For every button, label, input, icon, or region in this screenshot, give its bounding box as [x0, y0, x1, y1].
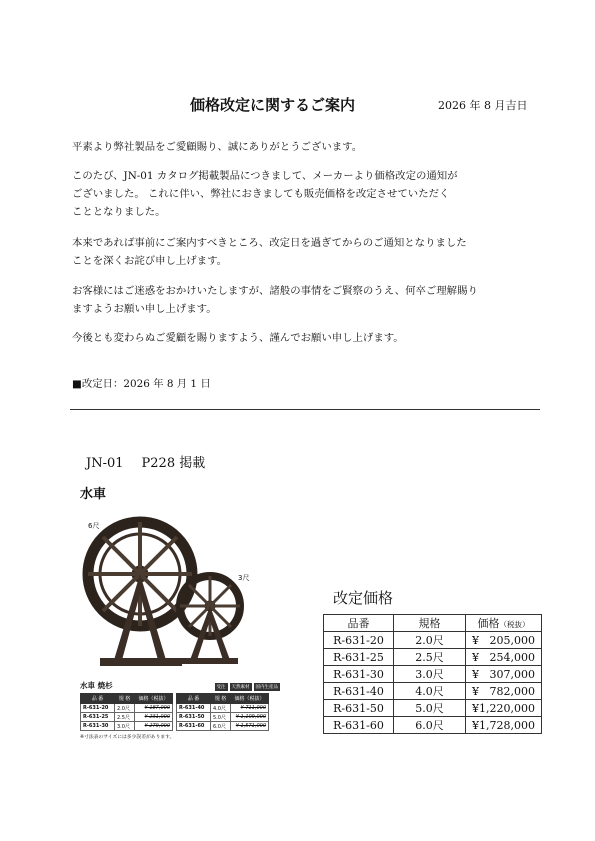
- price-value: 1,728,000: [479, 718, 535, 732]
- price-value: 307,000: [489, 667, 535, 681]
- new-price-table: [323, 614, 542, 734]
- tag-badge: 天然素材: [231, 685, 250, 690]
- paragraph-line: 平素より弊社製品をご愛顧賜り、誠にありがとうございます。: [72, 141, 363, 153]
- price-value: 254,000: [489, 650, 535, 664]
- scan-col-size: 規 格: [211, 694, 231, 704]
- paragraph-line: ますようお願い申し上げます。: [72, 303, 217, 315]
- scan-table-right: [176, 693, 269, 731]
- scan-col-size: 規 格: [115, 694, 135, 704]
- paragraph-line: 今後とも変わらぬご愛顧を賜りますよう、謹んでお願い申し上げます。: [72, 332, 404, 344]
- table-row: R-631-60 6.0尺 ¥ 1,571,000: [177, 722, 269, 731]
- paragraph-request: [72, 282, 478, 318]
- section-divider: [70, 409, 540, 410]
- table-row: R-631-30 3.0尺 ¥ 279,000: [81, 722, 173, 731]
- table-row: R-631-40 4.0尺 ¥ 782,000: [324, 683, 542, 700]
- tag-badge: 国内生産品: [255, 685, 278, 690]
- document-title: 価格改定に関するご案内: [190, 96, 356, 114]
- table-row: R-631-60 6.0尺 ¥ 1,728,000: [324, 717, 542, 734]
- paragraph-line: 本来であれば事前にご案内すべきところ、改定日を過ぎてからのご通知となりました: [72, 237, 467, 249]
- scan-col-price: 価格（税抜）: [231, 694, 269, 704]
- waterwheel-photo: [78, 510, 278, 680]
- currency-symbol: ¥: [472, 701, 479, 715]
- table-row: R-631-30 3.0尺 ¥ 307,000: [324, 666, 542, 683]
- col-header-price: 価格（税抜）: [466, 615, 542, 632]
- product-name: 水車: [80, 487, 107, 502]
- table-row: R-631-20 2.0尺 ¥ 205,000: [324, 632, 542, 649]
- tax-note: （税抜）: [499, 620, 530, 629]
- catalog-code: JN-01: [86, 456, 124, 471]
- table-row: R-631-20 2.0尺 ¥ 187,000: [81, 704, 173, 713]
- currency-symbol: ¥: [472, 633, 479, 647]
- paragraph-notice: [72, 167, 458, 221]
- scan-table-note: ※寸法表のサイズには多少誤差があります。: [80, 735, 175, 740]
- currency-symbol: ¥: [472, 667, 479, 681]
- paragraph-line: ことを深くお詫び申し上げます。: [72, 255, 228, 267]
- new-price-title: 改定価格: [333, 589, 394, 607]
- currency-symbol: ¥: [472, 718, 479, 732]
- currency-symbol: ¥: [472, 650, 479, 664]
- scan-table-header: [80, 680, 280, 691]
- photo-label-6shaku: 6尺: [88, 522, 100, 530]
- price-value: 1,220,000: [479, 701, 535, 715]
- catalog-page: P228 掲載: [141, 456, 206, 471]
- scan-tags: [215, 683, 281, 691]
- table-row: R-631-50 5.0尺 ¥ 1,220,000: [324, 700, 542, 717]
- issue-date: 2026 年 8 月吉日: [438, 99, 528, 112]
- paragraph-apology: [72, 234, 467, 270]
- table-row: R-631-25 2.5尺 ¥ 254,000: [324, 649, 542, 666]
- catalog-scan-table: [80, 680, 280, 740]
- col-header-size: 規格: [394, 615, 466, 632]
- scan-product-name: 水車 焼杉: [80, 681, 113, 690]
- scan-col-code: 品 番: [81, 694, 115, 704]
- paragraph-line: このたび、JN-01 カタログ掲載製品につきまして、メーカーより価格改定の通知が: [72, 170, 458, 182]
- paragraph-line: お客様にはご迷惑をおかけいたしますが、諸般の事情をご賢察のうえ、何卒ご理解賜り: [72, 285, 478, 297]
- paragraph-greeting: [72, 138, 362, 156]
- currency-symbol: ¥: [472, 684, 479, 698]
- price-value: 205,000: [489, 633, 535, 647]
- scan-table-left: [80, 693, 173, 731]
- tag-badge: 受注: [216, 685, 226, 690]
- catalog-reference: [86, 452, 205, 471]
- revision-date: ■改定日：2026 年 8 月 1 日: [72, 378, 211, 390]
- table-row: R-631-50 5.0尺 ¥ 1,109,000: [177, 713, 269, 722]
- paragraph-line: ございました。 これに伴い、弊社におきましても販売価格を改定させていただく: [72, 188, 450, 200]
- price-table-header: [324, 615, 542, 632]
- table-row: R-631-40 4.0尺 ¥ 711,000: [177, 704, 269, 713]
- scan-tables: [80, 693, 280, 731]
- paragraph-closing: [72, 329, 404, 347]
- table-row: R-631-25 2.5尺 ¥ 231,000: [81, 713, 173, 722]
- scan-col-price: 価格（税抜）: [135, 694, 173, 704]
- scan-col-code: 品 番: [177, 694, 211, 704]
- price-value: 782,000: [489, 684, 535, 698]
- col-header-code: 品番: [324, 615, 394, 632]
- paragraph-line: こととなりました。: [72, 206, 166, 218]
- photo-label-3shaku: 3尺: [238, 574, 250, 582]
